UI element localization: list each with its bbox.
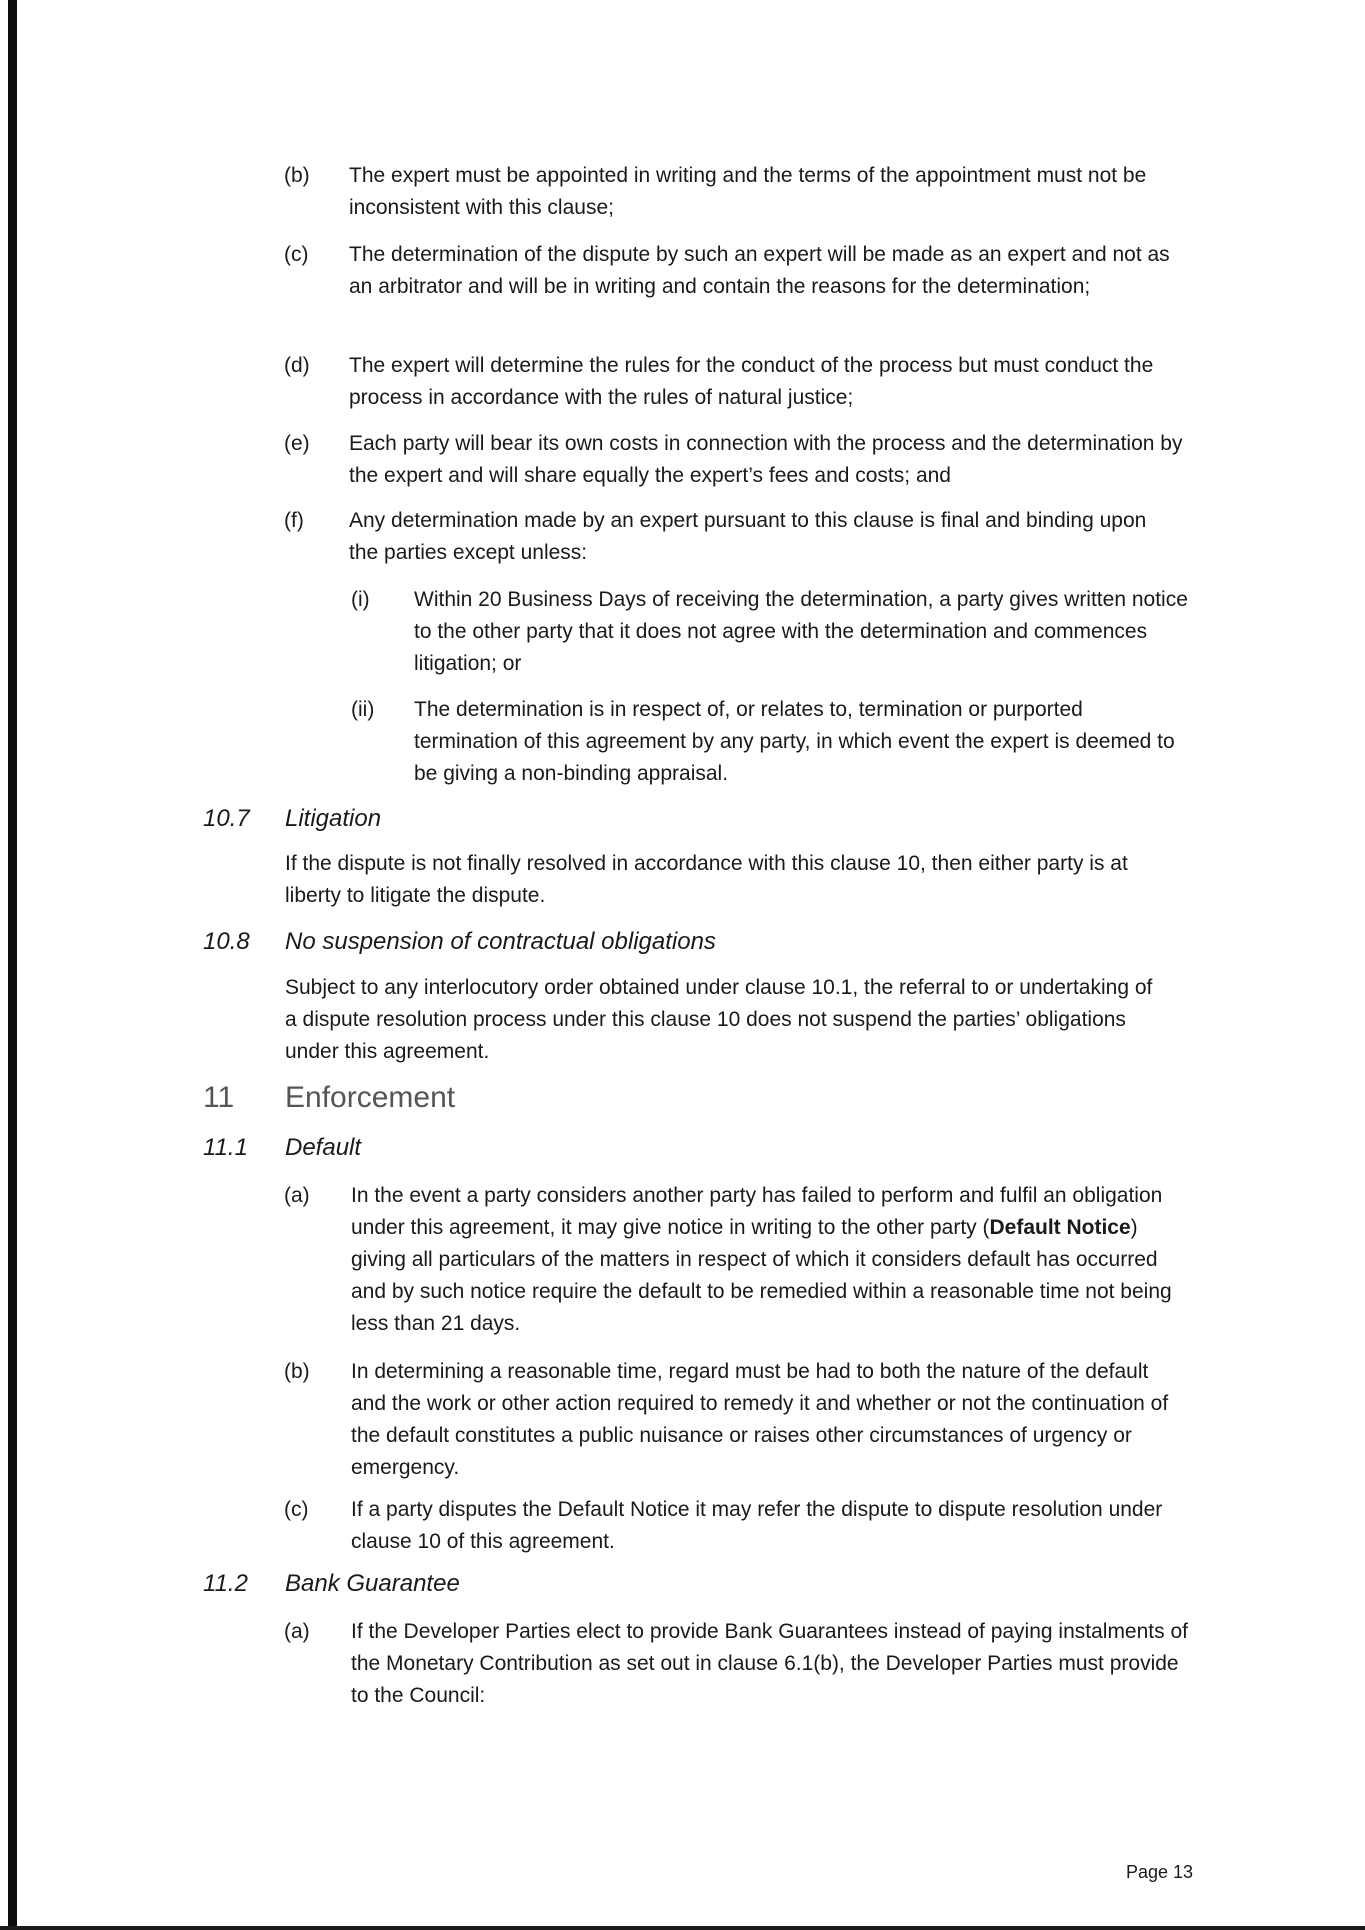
heading-title: Enforcement <box>285 1081 456 1114</box>
section-body: Subject to any interlocutory order obtained under clause 10.1, the referral to or undertaking of a dispute resolution process under this clause 10 does not suspend the parties’ obligations under this agreement. <box>285 976 1153 1063</box>
item-text-d: The expert will determine the rules for the conduct of the process but must conduct the process in accordance with the rules of natural justice; <box>349 354 1154 409</box>
item-text-c: If a party disputes the Default Notice it may refer the dispute to dispute resolution under clause 10 of this agreement. <box>351 1498 1163 1553</box>
item-text-e: Each party will bear its own costs in connection with the process and the determination by the expert and will share equally the expert’s fees and costs; and <box>349 432 1183 487</box>
section-number: 10.7 <box>203 805 250 832</box>
section-title: Litigation <box>285 805 382 832</box>
item-text-a-part2: ) giving all particulars of the matters in respect of which it considers default has occurred and by such notice require the default to be remedied within a reasonable time not being less than 21 days. <box>351 1216 1172 1335</box>
subitem-text-i: Within 20 Business Days of receiving the determination, a party gives written notice to the other party that it does not agree with the determination and commences litigation; or <box>414 588 1188 675</box>
page-number: Page 13 <box>1126 1862 1194 1882</box>
item-label-b: (b) <box>284 164 310 187</box>
defined-term-default-notice: Default Notice <box>989 1216 1131 1239</box>
item-text-a <box>351 1180 1196 1340</box>
section-title: Default <box>285 1134 362 1161</box>
item-label-d: (d) <box>284 354 310 377</box>
subitem-text-ii: The determination is in respect of, or relates to, termination or purported termination of this agreement by any party, in which event the expert is deemed to be giving a non-binding appraisal. <box>414 698 1175 785</box>
item-label-a: (a) <box>284 1620 310 1643</box>
item-text-b: In determining a reasonable time, regard must be had to both the nature of the default and the work or other action required to remedy it and whether or not the continuation of the default constitutes a public nuisance or raises other circumstances of urgency or emergency. <box>351 1360 1169 1479</box>
item-label-a: (a) <box>284 1184 310 1207</box>
scan-edge-bar <box>8 0 17 1930</box>
item-label-f: (f) <box>284 509 304 532</box>
section-number: 11.2 <box>203 1570 248 1597</box>
item-text-f: Any determination made by an expert pursuant to this clause is final and binding upon the parties except unless: <box>349 509 1147 564</box>
subitem-label-i: (i) <box>351 588 370 611</box>
item-text-c: The determination of the dispute by such an expert will be made as an expert and not as an arbitrator and will be in writing and contain the reasons for the determination; <box>349 243 1170 298</box>
heading-number: 11 <box>203 1081 235 1114</box>
subitem-label-ii: (ii) <box>351 698 375 721</box>
item-text-b: The expert must be appointed in writing and the terms of the appointment must not be inconsistent with this clause; <box>349 164 1147 219</box>
section-title: Bank Guarantee <box>285 1570 460 1597</box>
scan-bottom-edge <box>0 1926 1365 1930</box>
section-body: If the dispute is not finally resolved in accordance with this clause 10, then either party is at liberty to litigate the dispute. <box>285 852 1128 907</box>
item-label-c: (c) <box>284 243 309 266</box>
item-label-e: (e) <box>284 432 310 455</box>
item-label-c: (c) <box>284 1498 309 1521</box>
section-number: 10.8 <box>203 928 250 955</box>
item-text-a: If the Developer Parties elect to provide Bank Guarantees instead of paying instalments of the Monetary Contribution as set out in clause 6.1(b), the Developer Parties must provide to the Council: <box>351 1620 1188 1707</box>
section-title: No suspension of contractual obligations <box>285 928 716 955</box>
item-text-a-part1: In the event a party considers another party has failed to perform and fulfil an obligation under this agreement, it may give notice in writing to the other party ( <box>351 1184 1163 1239</box>
item-label-b: (b) <box>284 1360 310 1383</box>
section-number: 11.1 <box>203 1134 248 1161</box>
